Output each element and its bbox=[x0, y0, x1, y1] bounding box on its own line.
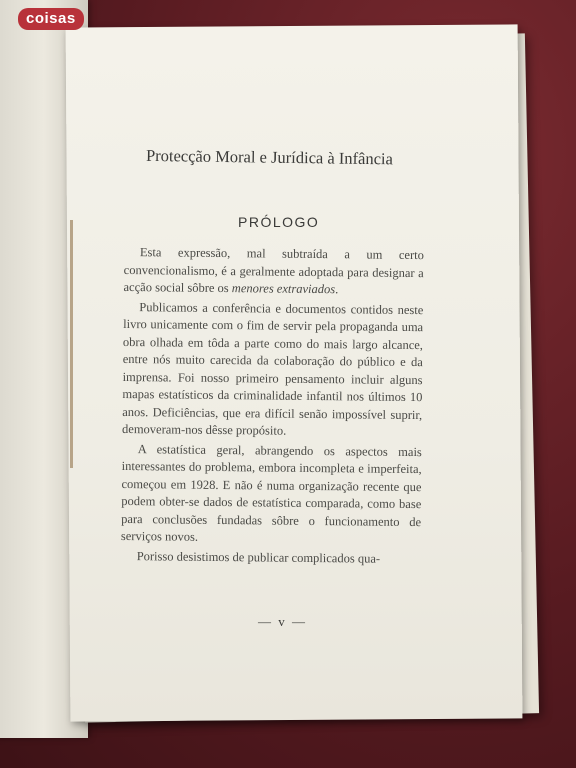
body-text bbox=[121, 244, 424, 568]
page-number: — v — bbox=[258, 614, 307, 629]
paragraph: Porisso desistimos de publicar complicados qua- bbox=[136, 548, 381, 566]
book-title: Protecção Moral e Jurídica à Infância bbox=[145, 145, 394, 169]
section-heading: PRÓLOGO bbox=[238, 214, 320, 230]
paragraph: A estatística geral, abrangendo os aspectos mais interessantes do problema, embora incompleta e imperfeita, começou em 1928. E não é numa organização recente que podem obter-se dados de estatística comparada, como base para conclusões fundadas sôbre o funcionamento de serviços novos. bbox=[120, 441, 422, 544]
watermark-logo: coisas bbox=[18, 8, 84, 30]
paragraph: Esta expressão, mal subtraída a um certo convencionalismo, é a geralmente adoptada para designar a acção social sôbre os menores extraviados. bbox=[123, 245, 424, 297]
paragraph: Publicamos a conferência e documentos contidos neste livro unicamente com o fim de servir pela propaganda uma obra olhada em tôda a parte como do mais largo alcance, entre nós muito carecida da colaboração do público e da imprensa. Foi nosso primeiro pensamento incluir alguns mapas estatísticos da criminalidade infantil nos últimos 10 anos. Deficiências, que era difícil senão impossível suprir, demoveram-nos dêsse propósito. bbox=[121, 299, 424, 438]
binding-edge bbox=[70, 220, 73, 468]
